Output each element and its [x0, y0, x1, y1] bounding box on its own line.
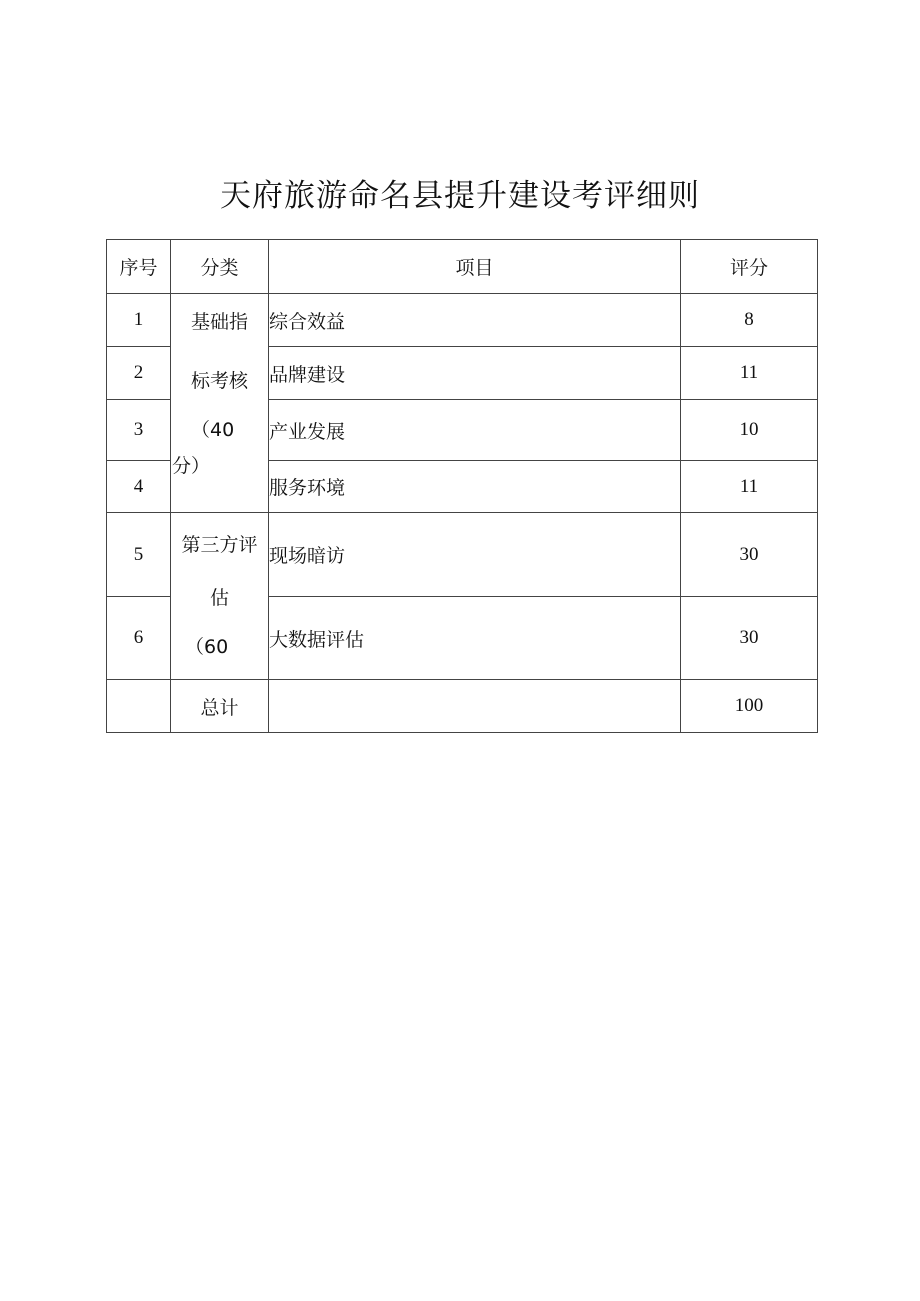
total-row [107, 680, 818, 733]
row-item: 品牌建设 [269, 347, 681, 400]
evaluation-table [106, 239, 818, 733]
document-title: 天府旅游命名县提升建设考评细则 [220, 178, 700, 214]
total-score: 100 [681, 680, 818, 733]
category-basic [171, 294, 269, 513]
table-header-row [107, 240, 818, 294]
category-basic-line2: 标考核 [190, 370, 248, 392]
category-basic-line3: （40 [191, 419, 235, 441]
category-basic-line1: 基础指 [190, 311, 248, 333]
header-no: 序号 [107, 240, 171, 294]
row-score: 10 [681, 400, 818, 461]
total-label: 总计 [171, 680, 269, 733]
category-third-party [171, 513, 269, 680]
table-row [107, 513, 818, 597]
category-basic-line4: 分） [172, 455, 211, 477]
row-score: 30 [681, 513, 818, 597]
row-no: 3 [107, 400, 171, 461]
row-score: 11 [681, 347, 818, 400]
row-no: 5 [107, 513, 171, 597]
category-third-line2: 估 [209, 587, 229, 609]
row-item: 综合效益 [269, 294, 681, 347]
row-item: 大数据评估 [269, 597, 681, 680]
row-no: 4 [107, 461, 171, 513]
row-score: 30 [681, 597, 818, 680]
total-item [269, 680, 681, 733]
row-no: 6 [107, 597, 171, 680]
row-score: 11 [681, 461, 818, 513]
row-item: 服务环境 [269, 461, 681, 513]
row-no: 1 [107, 294, 171, 347]
table-row [107, 294, 818, 347]
row-score: 8 [681, 294, 818, 347]
row-item: 产业发展 [269, 400, 681, 461]
header-item: 项目 [269, 240, 681, 294]
row-item: 现场暗访 [269, 513, 681, 597]
row-no: 2 [107, 347, 171, 400]
header-score: 评分 [681, 240, 818, 294]
category-third-line1: 第三方评 [181, 534, 258, 556]
category-third-line3: （60 [185, 636, 229, 658]
total-no [107, 680, 171, 733]
header-category: 分类 [171, 240, 269, 294]
